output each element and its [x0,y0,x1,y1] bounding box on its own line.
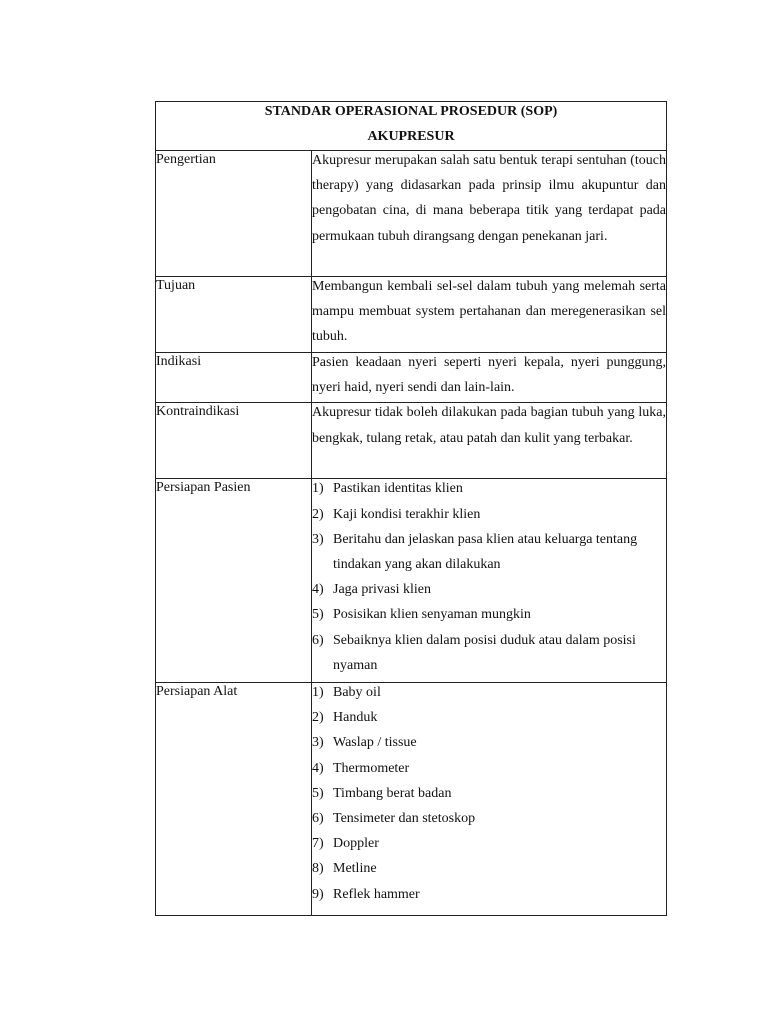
row-content [312,683,667,916]
row-indikasi [156,353,667,403]
row-label: Persiapan Alat [156,683,312,916]
list-item [312,882,666,907]
row-content [312,479,667,683]
list-item-text: Baby oil [333,685,381,701]
row-label: Tujuan [156,277,312,353]
row-label: Kontraindikasi [156,403,312,479]
row-text: Membangun kembali sel-sel dalam tubuh yang melemah serta mampu membuat system pertahanan dan meregenerasikan sel tubuh. [312,279,667,345]
sop-table [155,101,667,916]
document-subtitle: AKUPRESUR [367,129,455,144]
list-item-text: Sebaiknya klien dalam posisi duduk atau dalam posisi nyaman [333,632,636,673]
list-item [312,680,666,705]
list-item-text: Kaji kondisi terakhir klien [333,506,481,522]
list-item [312,730,666,755]
row-tujuan [156,277,667,353]
list-item-number: 9) [312,886,324,902]
row-kontraindikasi [156,403,667,479]
tool-prep-list [312,680,666,907]
list-item-text: Thermometer [333,760,410,776]
list-item-number: 5) [312,607,324,623]
list-item [312,502,666,527]
list-item-number: 6) [312,811,324,827]
title-cell [156,102,667,151]
list-item [312,577,666,602]
list-item [312,856,666,881]
list-item-number: 3) [312,531,324,547]
list-item [312,806,666,831]
row-content [312,353,667,403]
list-item-text: Handuk [333,710,378,726]
list-item-text: Jaga privasi klien [333,582,431,598]
list-item [312,476,666,501]
list-item-text: Timbang berat badan [333,785,452,801]
list-item-number: 4) [312,582,324,598]
list-item-text: Doppler [333,836,379,852]
list-item [312,781,666,806]
list-item [312,527,666,577]
row-persiapan-alat [156,683,667,916]
list-item-text: Metline [333,861,377,877]
list-item-text: Tensimeter dan stetoskop [333,811,476,827]
patient-prep-list-wrap [312,476,666,682]
list-item-text: Posisikan klien senyaman mungkin [333,607,531,623]
row-content [312,277,667,353]
list-item-number: 2) [312,506,324,522]
list-item-number: 3) [312,735,324,751]
list-item-number: 7) [312,836,324,852]
list-item-text: Beritahu dan jelaskan pasa klien atau keluarga tentang tindakan yang akan dilakukan [333,531,638,573]
row-label: Pengertian [156,151,312,277]
list-item-number: 6) [312,632,324,648]
row-pengertian [156,151,667,277]
list-item-text: Waslap / tissue [333,735,417,751]
list-item [312,831,666,856]
row-content [312,151,667,277]
row-label: Indikasi [156,353,312,403]
list-item-number: 4) [312,760,324,776]
tool-prep-list-wrap [312,680,666,915]
list-item [312,628,666,678]
row-label: Persiapan Pasien [156,479,312,683]
list-item [312,602,666,627]
list-item-number: 8) [312,861,324,877]
list-item-number: 5) [312,785,324,801]
list-item-text: Reflek hammer [333,886,420,902]
list-item [312,756,666,781]
list-item [312,705,666,730]
list-item-text: Pastikan identitas klien [333,481,463,497]
row-content [312,403,667,479]
list-item-number: 1) [312,481,324,497]
row-text: Akupresur tidak boleh dilakukan pada bagian tubuh yang luka, bengkak, tulang retak, atau patah dan kulit yang terbakar. [312,405,667,446]
row-persiapan-pasien [156,479,667,683]
row-text: Akupresur merupakan salah satu bentuk terapi sentuhan (touch therapy) yang didasarkan pada prinsip ilmu akupuntur dan pengobatan cina, di mana beberapa titik yang terdapat pada permukaan tubuh dirangsang dengan penekanan jari. [312,153,667,244]
row-text: Pasien keadaan nyeri seperti nyeri kepala, nyeri punggung, nyeri haid, nyeri sendi dan lain-lain. [312,355,667,396]
list-item-number: 2) [312,710,324,726]
list-item-number: 1) [312,685,324,701]
title-row [156,102,667,151]
patient-prep-list [312,476,666,678]
document-title: STANDAR OPERASIONAL PROSEDUR (SOP) [264,104,558,119]
